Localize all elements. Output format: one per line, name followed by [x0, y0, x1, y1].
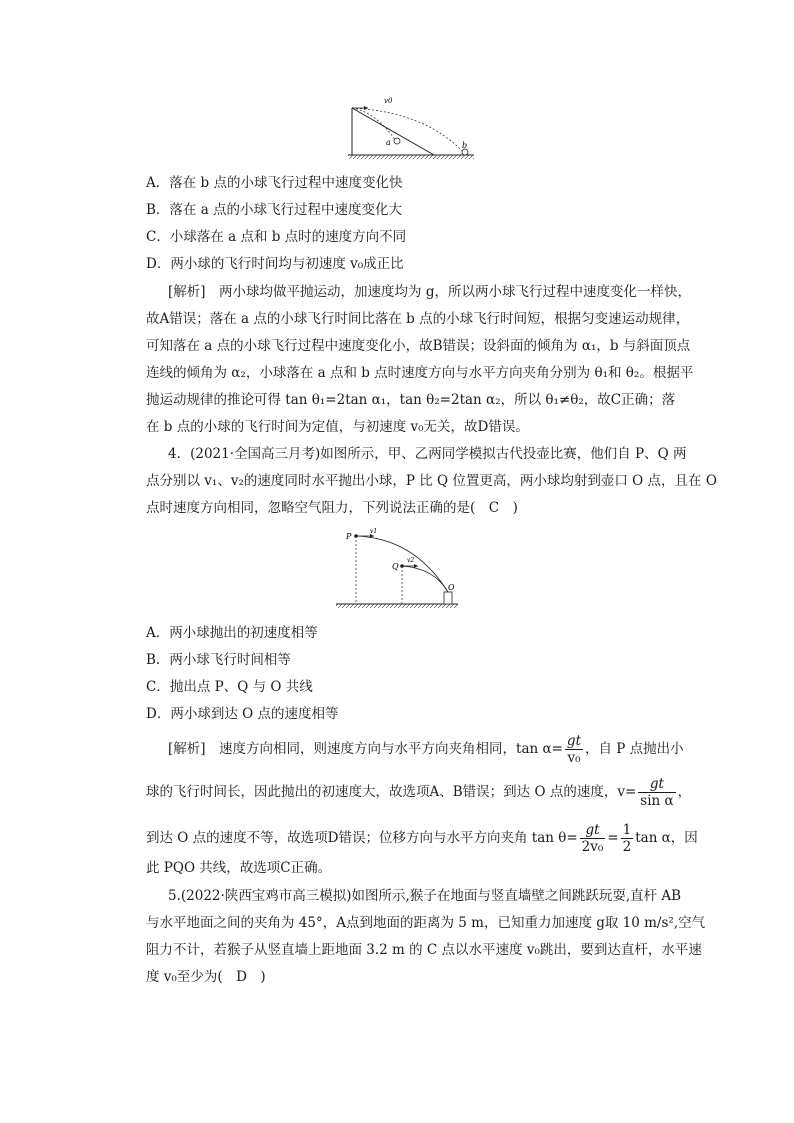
q3-option-c: C．小球落在 a 点和 b 点时的速度方向不同 [146, 229, 407, 245]
trajectory-q [402, 566, 448, 592]
q3-option-b: B．落在 a 点的小球飞行过程中速度变化大 [146, 202, 403, 218]
q4-analysis-line-3: 到达 O 点的速度不等，故选项D错误；位移方向与水平方向夹角 tan θ= $\frac{gt}{\text{2v₀}}$ = $\frac{1}{2}$ tan α，因 [146, 822, 698, 855]
fraction-gt-over-v0: $\frac{gt}{\text{v₀}}$ [566, 733, 581, 766]
q4-option-d: D．两小球到达 O 点的速度相等 [146, 706, 339, 722]
q3-analysis-line-1: [解析] 两小球均做平抛运动，加速度均为 g，所以两小球飞行过程中速度变化一样快， [168, 284, 691, 300]
q4-option-c: C．抛出点 P、Q 与 O 共线 [146, 679, 313, 695]
p-label: P [346, 532, 352, 541]
ball-a [394, 138, 400, 144]
v2-label: v2 [407, 557, 415, 564]
q3-analysis-line-2: 故A错误；落在 a 点的小球飞行时间比落在 b 点的小球飞行时间短，根据匀变速运动规律， [146, 311, 690, 327]
fraction-gt-over-2v0: $\frac{gt}{\text{2v₀}}$ [581, 822, 604, 855]
o-label: O [448, 583, 455, 592]
pot [444, 592, 452, 604]
fraction-one-half: $\frac{1}{2}$ [622, 822, 632, 855]
q3-analysis-line-4: 连线的倾角为 α₂，小球落在 a 点和 b 点时速度方向与水平方向夹角分别为 θ₁和 θ₂。根据平 [146, 365, 694, 381]
q3-analysis-line-5: 抛运动规律的推论可得 tan θ₁=2tan α₁，tan θ₂=2tan α₂，所以 θ₁≠θ₂，故C正确；落 [146, 392, 676, 408]
q4-stem-line-3: 点时速度方向相同，忽略空气阻力，下列说法正确的是( C ) [146, 500, 518, 516]
q3-option-d: D．两小球的飞行时间均与初速度 v₀成正比 [146, 256, 404, 272]
q4-option-a: A．两小球抛出的初速度相等 [146, 625, 318, 641]
incline-line [352, 108, 434, 155]
q3-analysis-line-3: 可知落在 a 点的小球飞行过程中速度变化小，故B错误；设斜面的倾角为 α₁，b 与斜面顶点 [146, 338, 691, 354]
q3-analysis-line-6: 在 b 点的小球的飞行时间为定值，与初速度 v₀无关，故D错误。 [146, 419, 529, 435]
q3-option-a: A．落在 b 点的小球飞行过程中速度变化快 [146, 175, 403, 191]
q4-analysis-line-4: 此 PQO 共线，故选项C正确。 [146, 860, 332, 876]
q5-stem-line-2: 与水平地面之间的夹角为 45°，A点到地面的距离为 5 m，已知重力加速度 g取 10 m/s²,空气 [146, 915, 706, 931]
v1-label: v1 [370, 528, 378, 535]
q4-analysis-line-2: 球的飞行时间长，因此抛出的初速度大，故选项A、B错误；到达 O 点的速度，v= $\frac{gt}{\text{sin α}}$ ， [146, 776, 692, 809]
point-a-label: a [386, 138, 391, 147]
point-b-label: b [462, 141, 468, 150]
v0-label: v0 [384, 97, 393, 105]
pot-throwing-figure [334, 528, 460, 612]
incline-projectile-figure [346, 94, 476, 166]
q4-stem-line-2: 点分别以 v₁、v₂的速度同时水平抛出小球，P 比 Q 位置更高，两小球均射到壶口 O 点，且在 O [146, 473, 717, 489]
ground-hatch [336, 604, 458, 608]
q-label: Q [392, 562, 399, 571]
ground-hatch [348, 155, 474, 159]
q4-option-b: B．两小球飞行时间相等 [146, 652, 291, 668]
q4-stem-line-1: 4．(2021·全国高三月考)如图所示，甲、乙两同学模拟古代投壶比赛，他们自 P、Q 两 [168, 446, 687, 462]
q5-stem-line-4: 度 v₀至少为( D ) [146, 969, 266, 985]
q4-analysis-line-1: [解析] 速度方向相同，则速度方向与水平方向夹角相同，tan α= $\frac{gt}{\text{v₀}}$ ，自 P 点抛出小 [168, 733, 684, 766]
trajectory-b [352, 108, 464, 153]
q5-stem-line-3: 阻力不计，若猴子从竖直墙上距地面 3.2 m 的 C 点以水平速度 v₀跳出，要到达直杆，水平速 [146, 942, 702, 958]
q5-stem-line-1: 5.(2022·陕西宝鸡市高三模拟)如图所示,猴子在地面与竖直墙壁之间跳跃玩耍,直杆 AB [168, 888, 682, 904]
fraction-gt-over-sin: $\frac{gt}{\text{sin α}}$ [640, 776, 674, 809]
